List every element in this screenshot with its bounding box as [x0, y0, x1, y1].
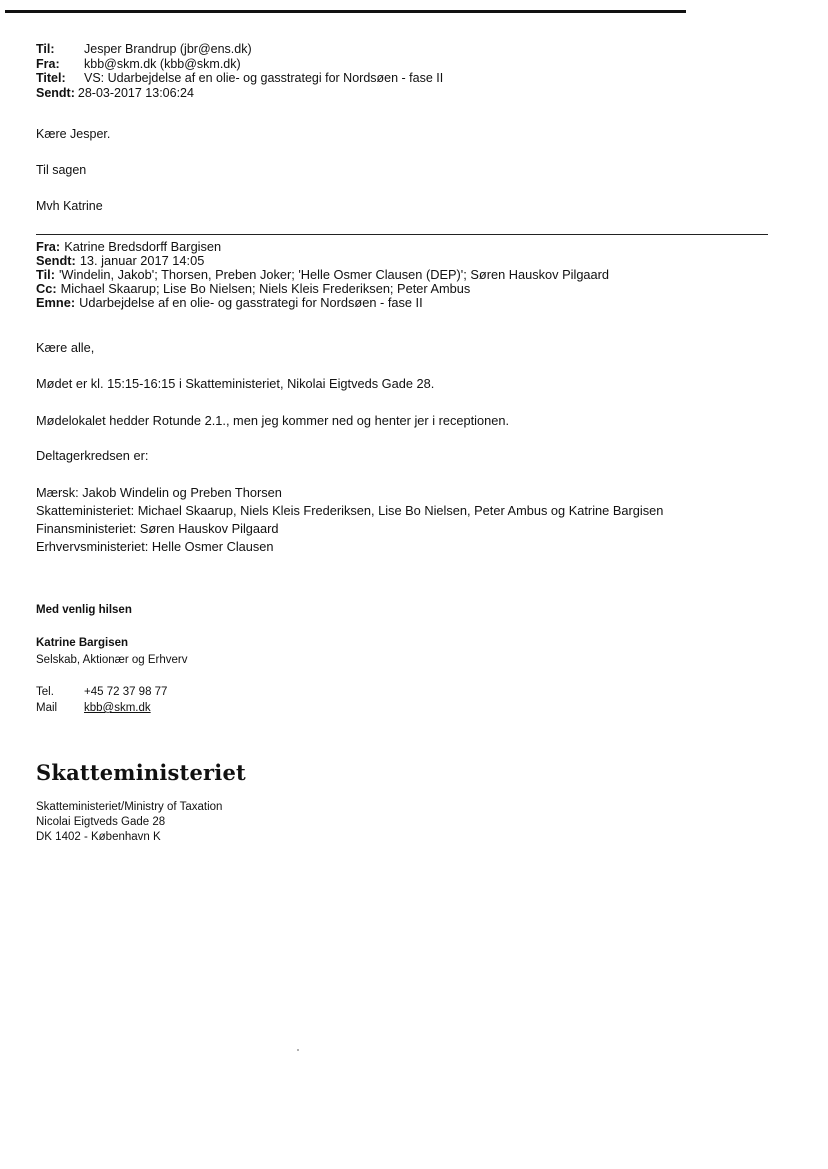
signature-closing: Med venlig hilsen	[36, 604, 132, 616]
original-sent-row	[36, 254, 609, 268]
from-label: Fra:	[36, 56, 60, 71]
original-cc-row	[36, 282, 609, 296]
mail-row	[36, 700, 167, 716]
orig-from-label: Fra:	[36, 239, 61, 254]
orig-to-label: Til:	[36, 267, 55, 282]
orig-subject-value: Udarbejdelse af en olie- og gasstrategi for Nordsøen - fase II	[79, 295, 423, 310]
tel-value: +45 72 37 98 77	[84, 686, 168, 698]
subject-value: VS: Udarbejdelse af en olie- og gasstrategi for Nordsøen - fase II	[84, 71, 444, 85]
org-name: Skatteministeriet	[36, 760, 246, 785]
address-line: Nicolai Eigtveds Gade 28	[36, 816, 166, 828]
org-address	[36, 800, 222, 845]
forward-sent-row	[36, 86, 443, 101]
meeting-line: Mødet er kl. 15:15-16:15 i Skatteministeriet, Nikolai Eigtveds Gade 28.	[36, 376, 435, 391]
top-rule	[5, 10, 686, 13]
forward-closing: Mvh Katrine	[36, 199, 103, 213]
participant-line: Erhvervsministeriet: Helle Osmer Clausen	[36, 539, 274, 554]
separator-line	[36, 234, 768, 235]
sent-label: Sendt:	[36, 85, 75, 100]
to-label: Til:	[36, 42, 55, 56]
sent-value: 28-03-2017 13:06:24	[77, 85, 194, 100]
to-value: Jesper Brandrup (jbr@ens.dk)	[84, 42, 252, 56]
tel-row	[36, 684, 167, 700]
from-value: kbb@skm.dk (kbb@skm.dk)	[84, 56, 241, 71]
original-greeting: Kære alle,	[36, 340, 95, 355]
scan-speck	[297, 1049, 299, 1051]
participants-list	[36, 484, 663, 556]
original-from-row	[36, 240, 609, 254]
address-line: Skatteministeriet/Ministry of Taxation	[36, 801, 223, 813]
signature-name: Katrine Bargisen	[36, 637, 129, 649]
original-subject-row	[36, 296, 609, 310]
forward-line: Til sagen	[36, 163, 87, 177]
forward-header	[36, 42, 443, 100]
orig-to-value: 'Windelin, Jakob'; Thorsen, Preben Joker; 'Helle Osmer Clausen (DEP)'; Søren Hauskov Pilgaard	[58, 267, 610, 282]
address-line: DK 1402 - København K	[36, 831, 161, 843]
orig-subject-label: Emne:	[36, 295, 76, 310]
participants-intro: Deltagerkredsen er:	[36, 448, 149, 463]
orig-sent-value: 13. januar 2017 14:05	[79, 253, 205, 268]
mail-label: Mail	[36, 702, 58, 714]
original-header	[36, 240, 609, 310]
original-to-row	[36, 268, 609, 282]
forward-to-row	[36, 42, 443, 57]
participant-line: Skatteministeriet: Michael Skaarup, Niels Kleis Frederiksen, Lise Bo Nielsen, Peter Ambus og Katrine Bargisen	[36, 503, 664, 518]
signature-contact	[36, 684, 167, 716]
forward-greeting: Kære Jesper.	[36, 127, 111, 141]
orig-cc-value: Michael Skaarup; Lise Bo Nielsen; Niels Kleis Frederiksen; Peter Ambus	[60, 281, 471, 296]
participant-line: Finansministeriet: Søren Hauskov Pilgaard	[36, 521, 279, 536]
orig-cc-label: Cc:	[36, 281, 57, 296]
signature-department: Selskab, Aktionær og Erhverv	[36, 654, 188, 666]
mail-link[interactable]: kbb@skm.dk	[84, 702, 151, 714]
subject-label: Titel:	[36, 71, 66, 85]
tel-label: Tel.	[36, 686, 54, 698]
orig-from-value: Katrine Bredsdorff Bargisen	[64, 239, 222, 254]
room-line: Mødelokalet hedder Rotunde 2.1., men jeg kommer ned og henter jer i receptionen.	[36, 413, 510, 428]
forward-subject-row	[36, 71, 443, 86]
forward-from-row	[36, 57, 443, 72]
orig-sent-label: Sendt:	[36, 253, 76, 268]
participant-line: Mærsk: Jakob Windelin og Preben Thorsen	[36, 485, 282, 500]
